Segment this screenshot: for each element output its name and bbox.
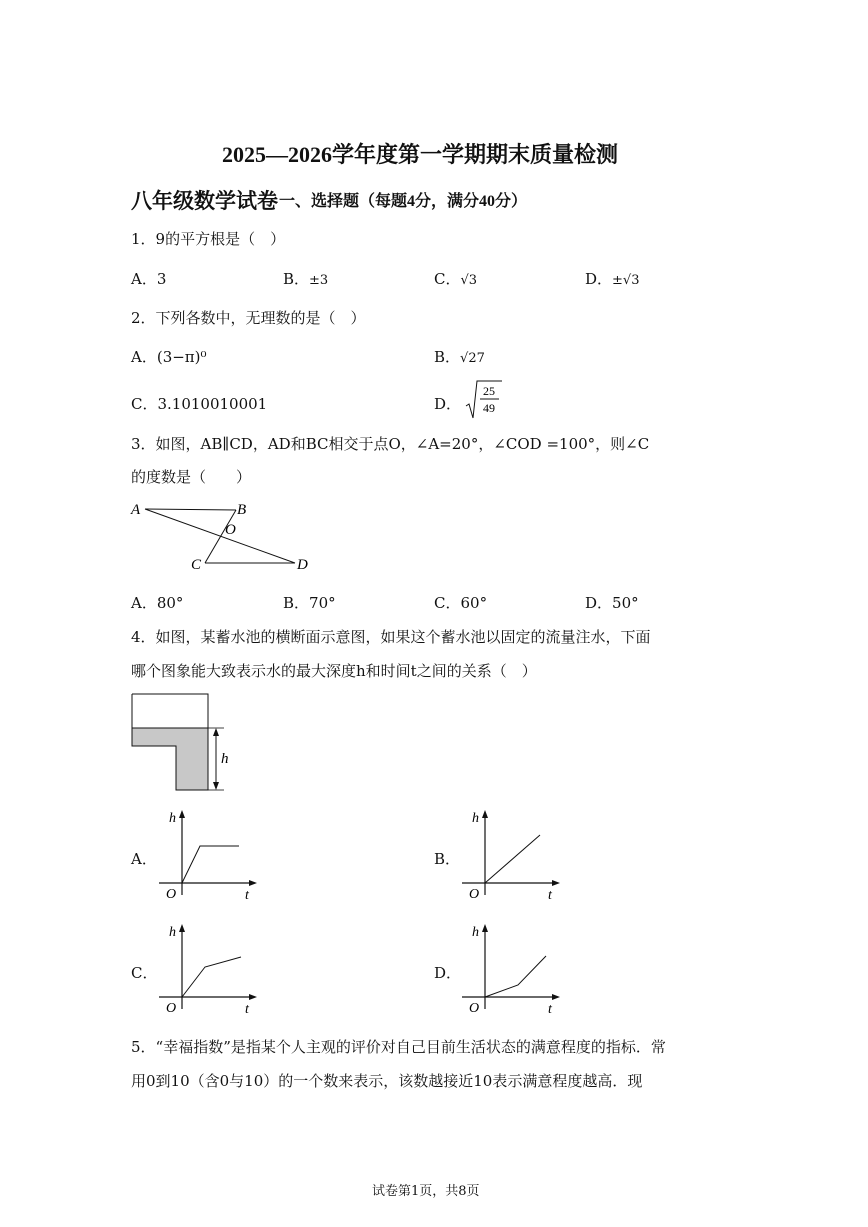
option-letter: B． (434, 348, 461, 366)
q1-option-a (131, 268, 166, 289)
option-text: 3 (156, 270, 167, 288)
option-text: √27 (460, 351, 485, 366)
option-text: 50° (612, 594, 639, 612)
q4-option-c-letter: C． (131, 964, 158, 982)
option-letter: D． (585, 270, 613, 288)
q2-option-a (131, 346, 207, 367)
question-2-stem: 2．下列各数中，无理数的是（ ） (131, 309, 366, 327)
axis-label-h: h (472, 811, 479, 826)
point-label-d: D (297, 557, 308, 573)
q2-option-d-letter: D． (434, 395, 462, 413)
origin-label: O (166, 887, 177, 900)
origin-label: O (166, 1001, 177, 1014)
option-letter: B． (283, 270, 310, 288)
q4-option-d-letter: D． (434, 964, 462, 982)
fraction-denominator: 49 (483, 401, 495, 415)
option-text: √3 (460, 273, 478, 288)
q3-option-b (283, 592, 336, 613)
axis-label-h: h (169, 925, 176, 940)
question-4-stem-line-2: 哪个图象能大致表示水的最大深度h和时间t之间的关系（ ） (131, 662, 537, 680)
q4-graph-d (458, 919, 568, 1014)
origin-label: O (469, 887, 480, 900)
q1-option-b (283, 268, 328, 289)
q3-option-d (585, 592, 639, 613)
option-letter: D． (585, 594, 613, 612)
exam-subtitle: 八年级数学试卷 (131, 189, 278, 213)
question-4-stem-line-1: 4．如图，某蓄水池的横断面示意图，如果这个蓄水池以固定的流量注水，下面 (131, 628, 651, 646)
page-title: 2025—2026学年度第一学期期末质量检测 (222, 142, 619, 167)
option-letter: A． (131, 348, 157, 366)
option-text: ±√3 (612, 273, 640, 288)
question-3-stem-line-1: 3．如图，AB∥CD，AD和BC相交于点O，∠A=20°，∠COD =100°，则∠C (131, 435, 650, 453)
page-footer: 试卷第1页，共8页 (372, 1184, 480, 1199)
point-label-o: O (225, 522, 236, 538)
axis-label-t: t (245, 1002, 249, 1014)
axis-label-t: t (548, 888, 552, 900)
reservoir-cross-section-figure (128, 690, 248, 796)
q1-option-c (434, 268, 477, 289)
option-text: 3.1010010001 (157, 395, 268, 413)
option-letter: A． (131, 594, 157, 612)
section-heading: 一、选择题（每题4分，满分40分） (279, 193, 528, 210)
fraction-numerator: 25 (483, 384, 495, 398)
q4-option-b-letter: B． (434, 850, 461, 868)
q2-option-c (131, 393, 267, 414)
option-text: 60° (460, 594, 488, 612)
question-5-line-1: 5．“幸福指数”是指某个人主观的评价对自己目前生活状态的满意程度的指标．常 (131, 1038, 666, 1056)
option-text: 70° (309, 594, 336, 612)
axis-label-t: t (245, 888, 249, 900)
question-1-stem: 1．9的平方根是（ ） (131, 230, 286, 248)
option-letter: C． (131, 395, 158, 413)
axis-label-h: h (169, 811, 176, 826)
point-label-c: C (191, 557, 202, 573)
q4-graph-b (458, 805, 568, 900)
point-label-a: A (131, 502, 141, 518)
axis-label-h: h (472, 925, 479, 940)
question-5-line-2: 用0到10（含0与10）的一个数来表示，该数越接近10表示满意程度越高．现 (131, 1072, 643, 1090)
q4-graph-a (155, 805, 265, 900)
option-text: ±3 (309, 273, 329, 288)
axis-label-t: t (548, 1002, 552, 1014)
point-label-b: B (237, 502, 247, 518)
question-3-stem-line-2: 的度数是（ ） (131, 468, 252, 486)
q4-graph-c (155, 919, 265, 1014)
origin-label: O (469, 1001, 480, 1014)
q3-option-a (131, 592, 183, 613)
q3-option-c (434, 592, 487, 613)
option-text: 80° (156, 594, 184, 612)
option-letter: C． (434, 270, 461, 288)
q2-option-d-radical (464, 378, 504, 422)
option-letter: C． (434, 594, 461, 612)
depth-label-h: h (221, 751, 229, 767)
option-text: (3−π)⁰ (156, 348, 207, 366)
q1-option-d (585, 268, 639, 289)
q2-option-b (434, 346, 485, 367)
option-letter: B． (283, 594, 310, 612)
q4-option-a-letter: A． (131, 850, 157, 868)
option-letter: A． (131, 270, 157, 288)
q3-geometry-figure (125, 498, 325, 578)
